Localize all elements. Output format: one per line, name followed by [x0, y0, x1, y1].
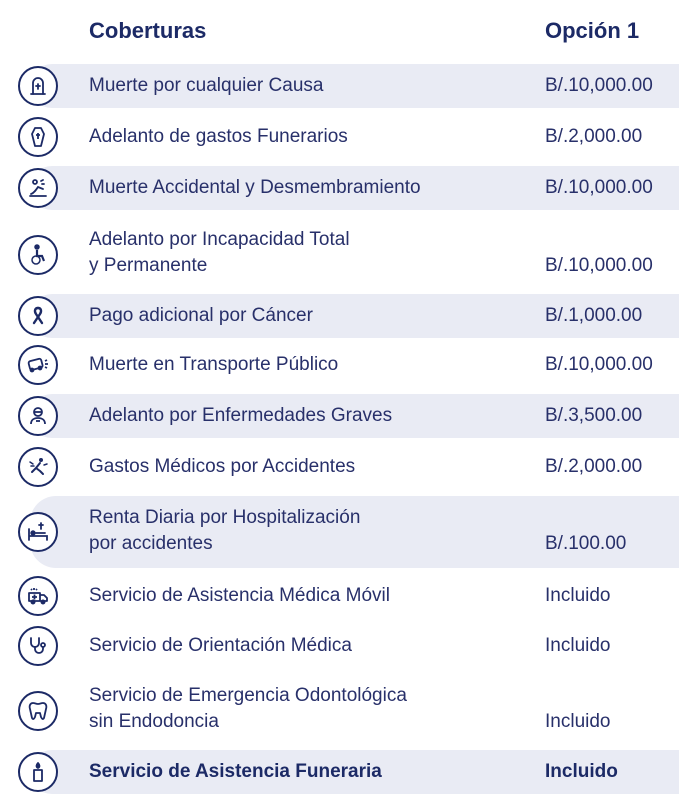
row-value: B/.100.00	[545, 533, 627, 554]
row-value: B/.2,000.00	[545, 456, 643, 477]
row-value: B/.10,000.00	[545, 354, 653, 375]
bus-crash-icon	[18, 345, 58, 385]
table-row	[0, 678, 679, 744]
table-row	[0, 750, 679, 794]
row-label: Servicio de Orientación Médica	[89, 635, 352, 656]
row-value: B/.10,000.00	[545, 177, 653, 198]
row-value: B/.2,000.00	[545, 126, 643, 147]
table-row	[0, 222, 679, 288]
row-label-line1: Servicio de Emergencia Odontológica	[89, 685, 407, 706]
row-label-line2: por accidentes	[89, 533, 213, 554]
table-row	[0, 294, 679, 338]
table-row	[0, 496, 679, 568]
table-header	[0, 0, 679, 62]
row-label-line1: Adelanto por Incapacidad Total	[89, 229, 350, 250]
row-value: Incluido	[545, 635, 611, 656]
coverage-column-header: Coberturas	[89, 18, 207, 43]
tooth-icon	[18, 691, 58, 731]
row-label-line2: y Permanente	[89, 255, 208, 276]
hospital-bed-icon	[18, 512, 58, 552]
cancer-ribbon-icon	[18, 296, 58, 336]
table-row	[0, 394, 679, 438]
row-label: Adelanto por Enfermedades Graves	[89, 405, 393, 426]
row-label: Pago adicional por Cáncer	[89, 305, 313, 326]
candle-icon	[18, 752, 58, 792]
wheelchair-icon	[18, 235, 58, 275]
coffin-icon	[18, 117, 58, 157]
table-row	[0, 624, 679, 668]
tombstone-icon	[18, 66, 58, 106]
accident-icon	[18, 168, 58, 208]
table-row	[0, 574, 679, 618]
row-label: Muerte en Transporte Público	[89, 354, 339, 375]
row-label: Adelanto de gastos Funerarios	[89, 126, 348, 147]
table-row	[0, 64, 679, 108]
patient-icon	[18, 396, 58, 436]
table-row	[0, 445, 679, 489]
table-row	[0, 343, 679, 387]
row-label: Servicio de Asistencia Funeraria	[89, 761, 382, 782]
row-label: Servicio de Asistencia Médica Móvil	[89, 585, 390, 606]
row-label-line1: Renta Diaria por Hospitalización	[89, 507, 361, 528]
ambulance-icon	[18, 576, 58, 616]
row-value: B/.1,000.00	[545, 305, 643, 326]
row-label-line2: sin Endodoncia	[89, 711, 219, 732]
stethoscope-icon	[18, 626, 58, 666]
row-label: Muerte por cualquier Causa	[89, 75, 324, 96]
option-column-header: Opción 1	[545, 18, 640, 43]
row-value: B/.10,000.00	[545, 75, 653, 96]
table-row	[0, 166, 679, 210]
row-value: B/.3,500.00	[545, 405, 643, 426]
row-value: Incluido	[545, 761, 618, 782]
fall-icon	[18, 447, 58, 487]
row-value: Incluido	[545, 711, 611, 732]
table-row	[0, 115, 679, 159]
row-label: Muerte Accidental y Desmembramiento	[89, 177, 421, 198]
row-label: Gastos Médicos por Accidentes	[89, 456, 356, 477]
row-value: B/.10,000.00	[545, 255, 653, 276]
row-value: Incluido	[545, 585, 611, 606]
